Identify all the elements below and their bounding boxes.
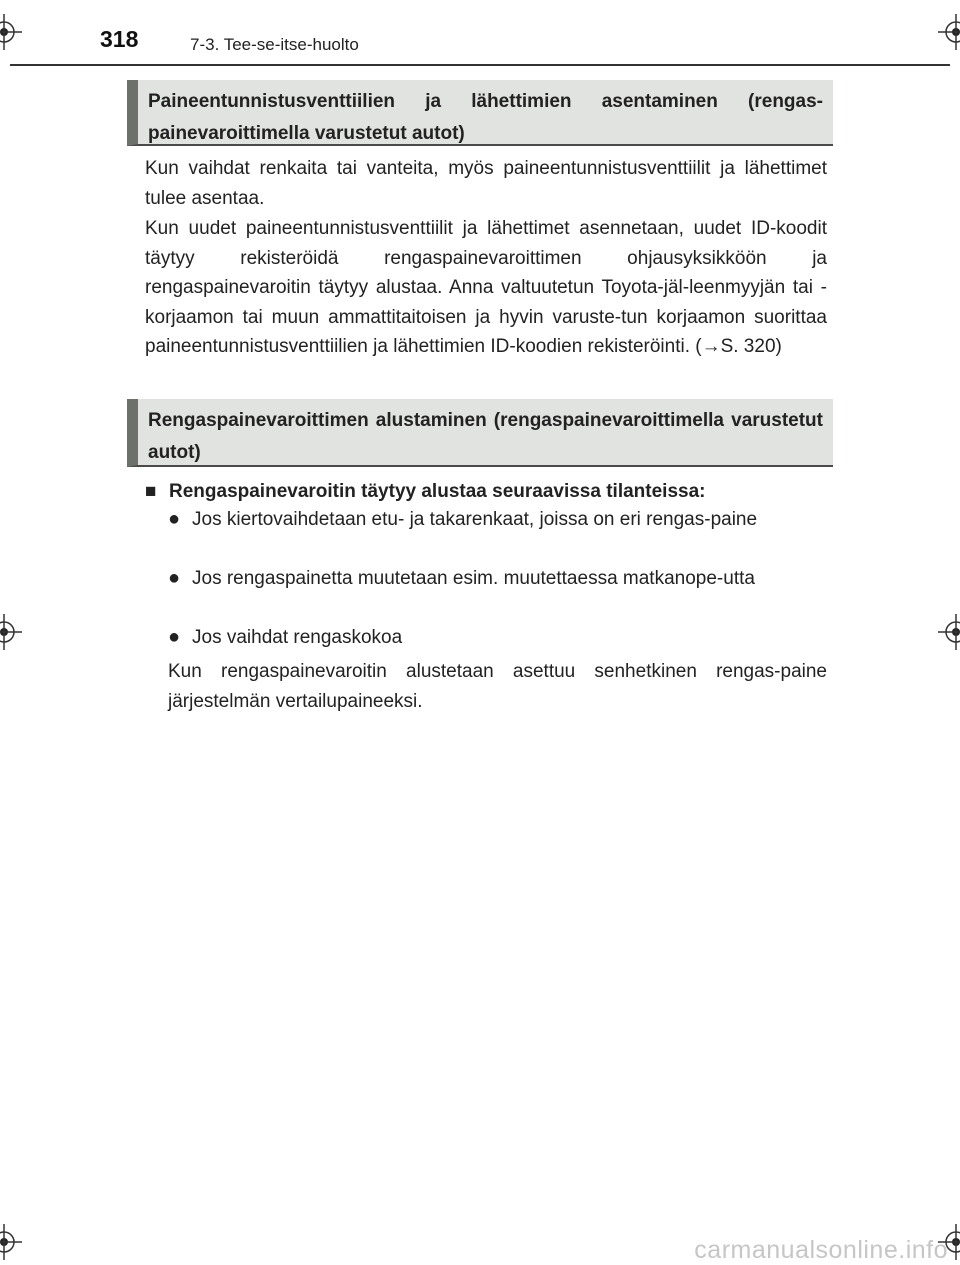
registration-mark-icon: [938, 614, 960, 650]
list-item: [168, 505, 828, 535]
registration-mark-icon: [0, 1224, 22, 1260]
paragraph: Kun uudet paineentunnistusventtiilit ja lähettimet asennetaan, uudet ID-koodit täytyy rekisteröidä rengaspainevaroittimen ohjausyksikköön ja rengaspainevaroitin täytyy alustaa. Anna valtuutetun Toyota-jäl-leenmyyjän tai -korjaamon tai muun ammattitaitoisen ja hyvin varuste-tun korjaamon suorittaa paineentunnistusventtiilien ja lähettimien ID-koodien rekisteröinti. (→S. 320): [145, 218, 827, 357]
list-item-text: Jos kiertovaihdetaan etu- ja takarenkaat, joissa on eri rengas-paine: [192, 509, 758, 530]
section-title: 7-3. Tee-se-itse-huolto: [190, 35, 359, 54]
section-heading: Rengaspainevaroittimen alustaminen (rengaspainevaroittimella varustetut autot): [127, 399, 833, 467]
watermark: carmanualsonline.info: [694, 1236, 948, 1264]
registration-mark-icon: [938, 14, 960, 50]
header-divider: [10, 64, 950, 66]
list-item-text: Jos rengaspainetta muutetaan esim. muutettaessa matkanope-utta: [192, 568, 755, 589]
page-number: 318: [100, 26, 139, 52]
registration-mark-icon: [0, 14, 22, 50]
list-item: [168, 564, 828, 594]
paragraph: Kun rengaspainevaroitin alustetaan asettuu senhetkinen rengas-paine järjestelmän vertailupaineeksi.: [168, 661, 827, 712]
square-bullet-icon: ■: [145, 481, 157, 502]
paragraph: Kun vaihdat renkaita tai vanteita, myös paineentunnistusventtiilit ja lähettimet tulee asentaa.: [145, 158, 827, 209]
bullet-dot-icon: ●: [168, 508, 181, 530]
sub-heading: [145, 477, 845, 506]
section-heading: Paineentunnistusventtiilien ja lähettimien asentaminen (rengas-painevaroittimella varustetut autot): [127, 80, 833, 146]
bullet-dot-icon: ●: [168, 626, 181, 648]
list-item-text: Jos vaihdat rengaskokoa: [192, 627, 403, 648]
list-item: [168, 623, 828, 653]
registration-mark-icon: [0, 614, 22, 650]
bullet-dot-icon: ●: [168, 567, 181, 589]
sub-heading-text: Rengaspainevaroitin täytyy alustaa seuraavissa tilanteissa:: [169, 481, 706, 502]
